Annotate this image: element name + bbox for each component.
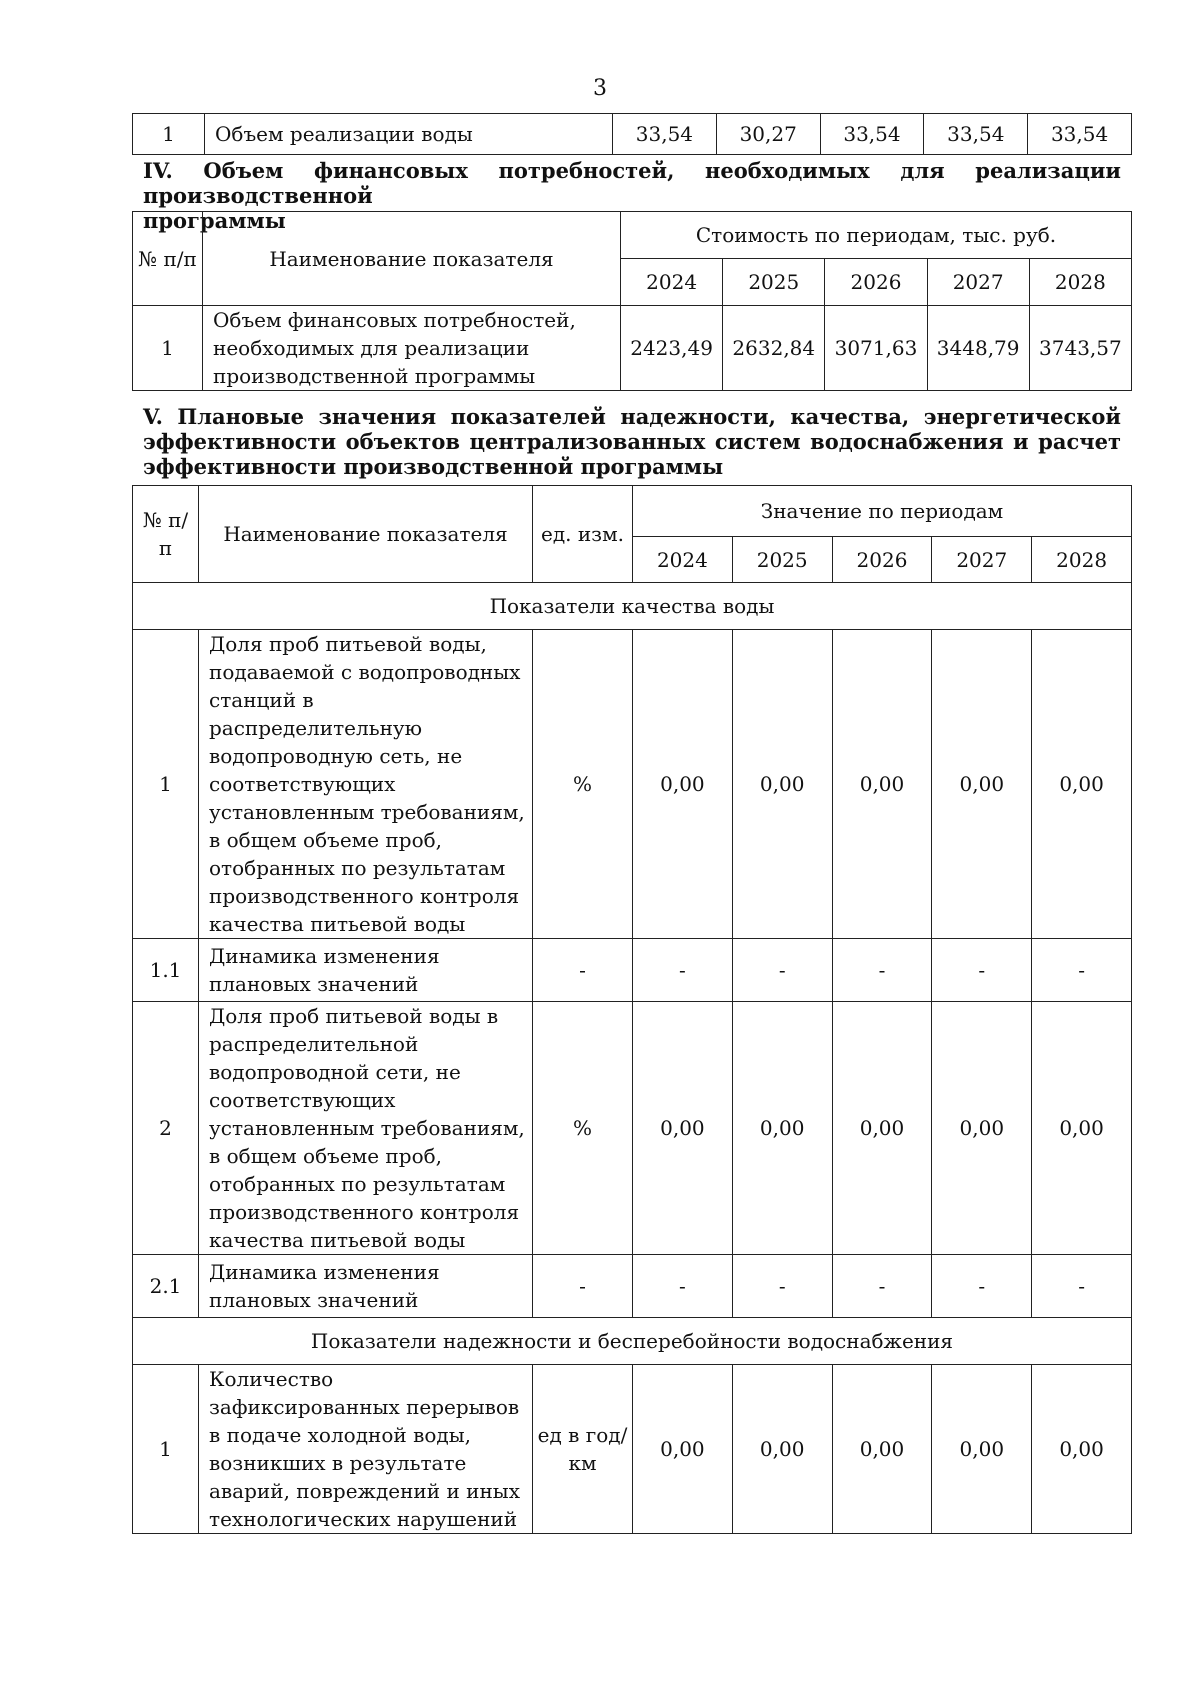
value-cell: 3071,63 [825, 306, 927, 391]
value-cell: 2632,84 [723, 306, 825, 391]
value-cell: 33,54 [1028, 114, 1132, 155]
value-cell: - [832, 939, 932, 1002]
table-row [133, 306, 1132, 391]
value-cell: - [932, 1255, 1032, 1318]
value-cell: 0,00 [633, 1002, 733, 1255]
year-header: 2024 [633, 537, 733, 583]
page-number: 3 [593, 76, 607, 101]
year-header: 2026 [832, 537, 932, 583]
value-cell: 0,00 [1032, 1002, 1132, 1255]
value-cell: 3448,79 [927, 306, 1029, 391]
year-header: 2028 [1029, 259, 1131, 306]
header-row [133, 486, 1132, 537]
row-name: Количество зафиксированных перерывов в подаче холодной воды, возникших в результате аварий, повреждений и иных технологических нарушений [199, 1365, 533, 1534]
value-cell: 33,54 [820, 114, 924, 155]
value-cell: 0,00 [1032, 630, 1132, 939]
value-cell: - [932, 939, 1032, 1002]
value-cell: 3743,57 [1029, 306, 1131, 391]
row-number: 2.1 [133, 1255, 199, 1318]
value-cell: 0,00 [633, 1365, 733, 1534]
group-title-quality: Показатели качества воды [133, 583, 1132, 630]
section-5-title [143, 404, 1121, 479]
value-cell: 2423,49 [621, 306, 723, 391]
value-cell: 0,00 [732, 1365, 832, 1534]
unit-cell: % [533, 630, 633, 939]
header-name: Наименование показателя [199, 486, 533, 583]
value-cell: - [732, 939, 832, 1002]
section-5-title-line: эффективности объектов централизованных систем водоснабжения и расчет [143, 429, 1121, 454]
value-cell: 0,00 [932, 1365, 1032, 1534]
row-number: 1 [133, 630, 199, 939]
value-cell: 0,00 [932, 1002, 1032, 1255]
section-4-title-line: IV. Объем финансовых потребностей, необходимых для реализации производственной [143, 158, 1121, 208]
table-row [133, 1365, 1132, 1534]
year-header: 2027 [927, 259, 1029, 306]
table-row [133, 1002, 1132, 1255]
row-name: Динамика изменения плановых значений [199, 939, 533, 1002]
row-number: 1 [133, 306, 203, 391]
header-row [133, 212, 1132, 259]
unit-cell: % [533, 1002, 633, 1255]
year-header: 2027 [932, 537, 1032, 583]
value-cell: 0,00 [932, 630, 1032, 939]
value-cell: 0,00 [832, 1002, 932, 1255]
header-unit: ед. изм. [533, 486, 633, 583]
group-row [133, 583, 1132, 630]
year-header: 2025 [732, 537, 832, 583]
value-cell: 0,00 [832, 630, 932, 939]
header-num: № п/п [133, 212, 203, 306]
table-row [133, 114, 1132, 155]
value-cell: - [1032, 939, 1132, 1002]
section-5-title-line: V. Плановые значения показателей надежности, качества, энергетической [143, 404, 1121, 429]
unit-cell: - [533, 1255, 633, 1318]
row-name: Доля проб питьевой воды в распределительной водопроводной сети, не соответствующих установленным требованиям, в общем объеме проб, отобранных по результатам производственного контроля качества питьевой воды [199, 1002, 533, 1255]
value-cell: 0,00 [732, 630, 832, 939]
section-4-title-line: программы [143, 208, 286, 233]
value-cell: 33,54 [924, 114, 1028, 155]
header-value: Значение по периодам [633, 486, 1132, 537]
year-header: 2024 [621, 259, 723, 306]
value-cell: - [633, 939, 733, 1002]
value-cell: 33,54 [613, 114, 717, 155]
value-cell: - [1032, 1255, 1132, 1318]
table-row [133, 1255, 1132, 1318]
group-title-reliability: Показатели надежности и бесперебойности водоснабжения [133, 1318, 1132, 1365]
year-header: 2025 [723, 259, 825, 306]
row-number: 2 [133, 1002, 199, 1255]
finance-table [132, 211, 1132, 391]
value-cell: 0,00 [633, 630, 733, 939]
value-cell: 0,00 [732, 1002, 832, 1255]
value-cell: 0,00 [1032, 1365, 1132, 1534]
row-name: Объем реализации воды [205, 114, 613, 155]
value-cell: - [832, 1255, 932, 1318]
unit-cell: ед в год/ км [533, 1365, 633, 1534]
header-num: № п/п [133, 486, 199, 583]
indicators-table [132, 485, 1132, 1534]
value-cell: 0,00 [832, 1365, 932, 1534]
row-number: 1.1 [133, 939, 199, 1002]
unit-cell: - [533, 939, 633, 1002]
year-header: 2026 [825, 259, 927, 306]
table-row [133, 939, 1132, 1002]
group-row [133, 1318, 1132, 1365]
row-name: Динамика изменения плановых значений [199, 1255, 533, 1318]
section-5-title-line: эффективности производственной программы [143, 454, 724, 479]
value-cell: - [633, 1255, 733, 1318]
row-name: Доля проб питьевой воды, подаваемой с водопроводных станций в распределительную водопроводную сеть, не соответствующих установленным требованиям, в общем объеме проб, отобранных по результатам производственного контроля качества питьевой воды [199, 630, 533, 939]
year-header: 2028 [1032, 537, 1132, 583]
header-cost: Стоимость по периодам, тыс. руб. [621, 212, 1132, 259]
row-name: Объем финансовых потребностей, необходимых для реализации производственной программы [203, 306, 621, 391]
value-cell: - [732, 1255, 832, 1318]
continued-table [132, 113, 1132, 155]
header-name: Наименование показателя [203, 212, 621, 306]
row-number: 1 [133, 1365, 199, 1534]
value-cell: 30,27 [716, 114, 820, 155]
row-number: 1 [133, 114, 205, 155]
table-row [133, 630, 1132, 939]
